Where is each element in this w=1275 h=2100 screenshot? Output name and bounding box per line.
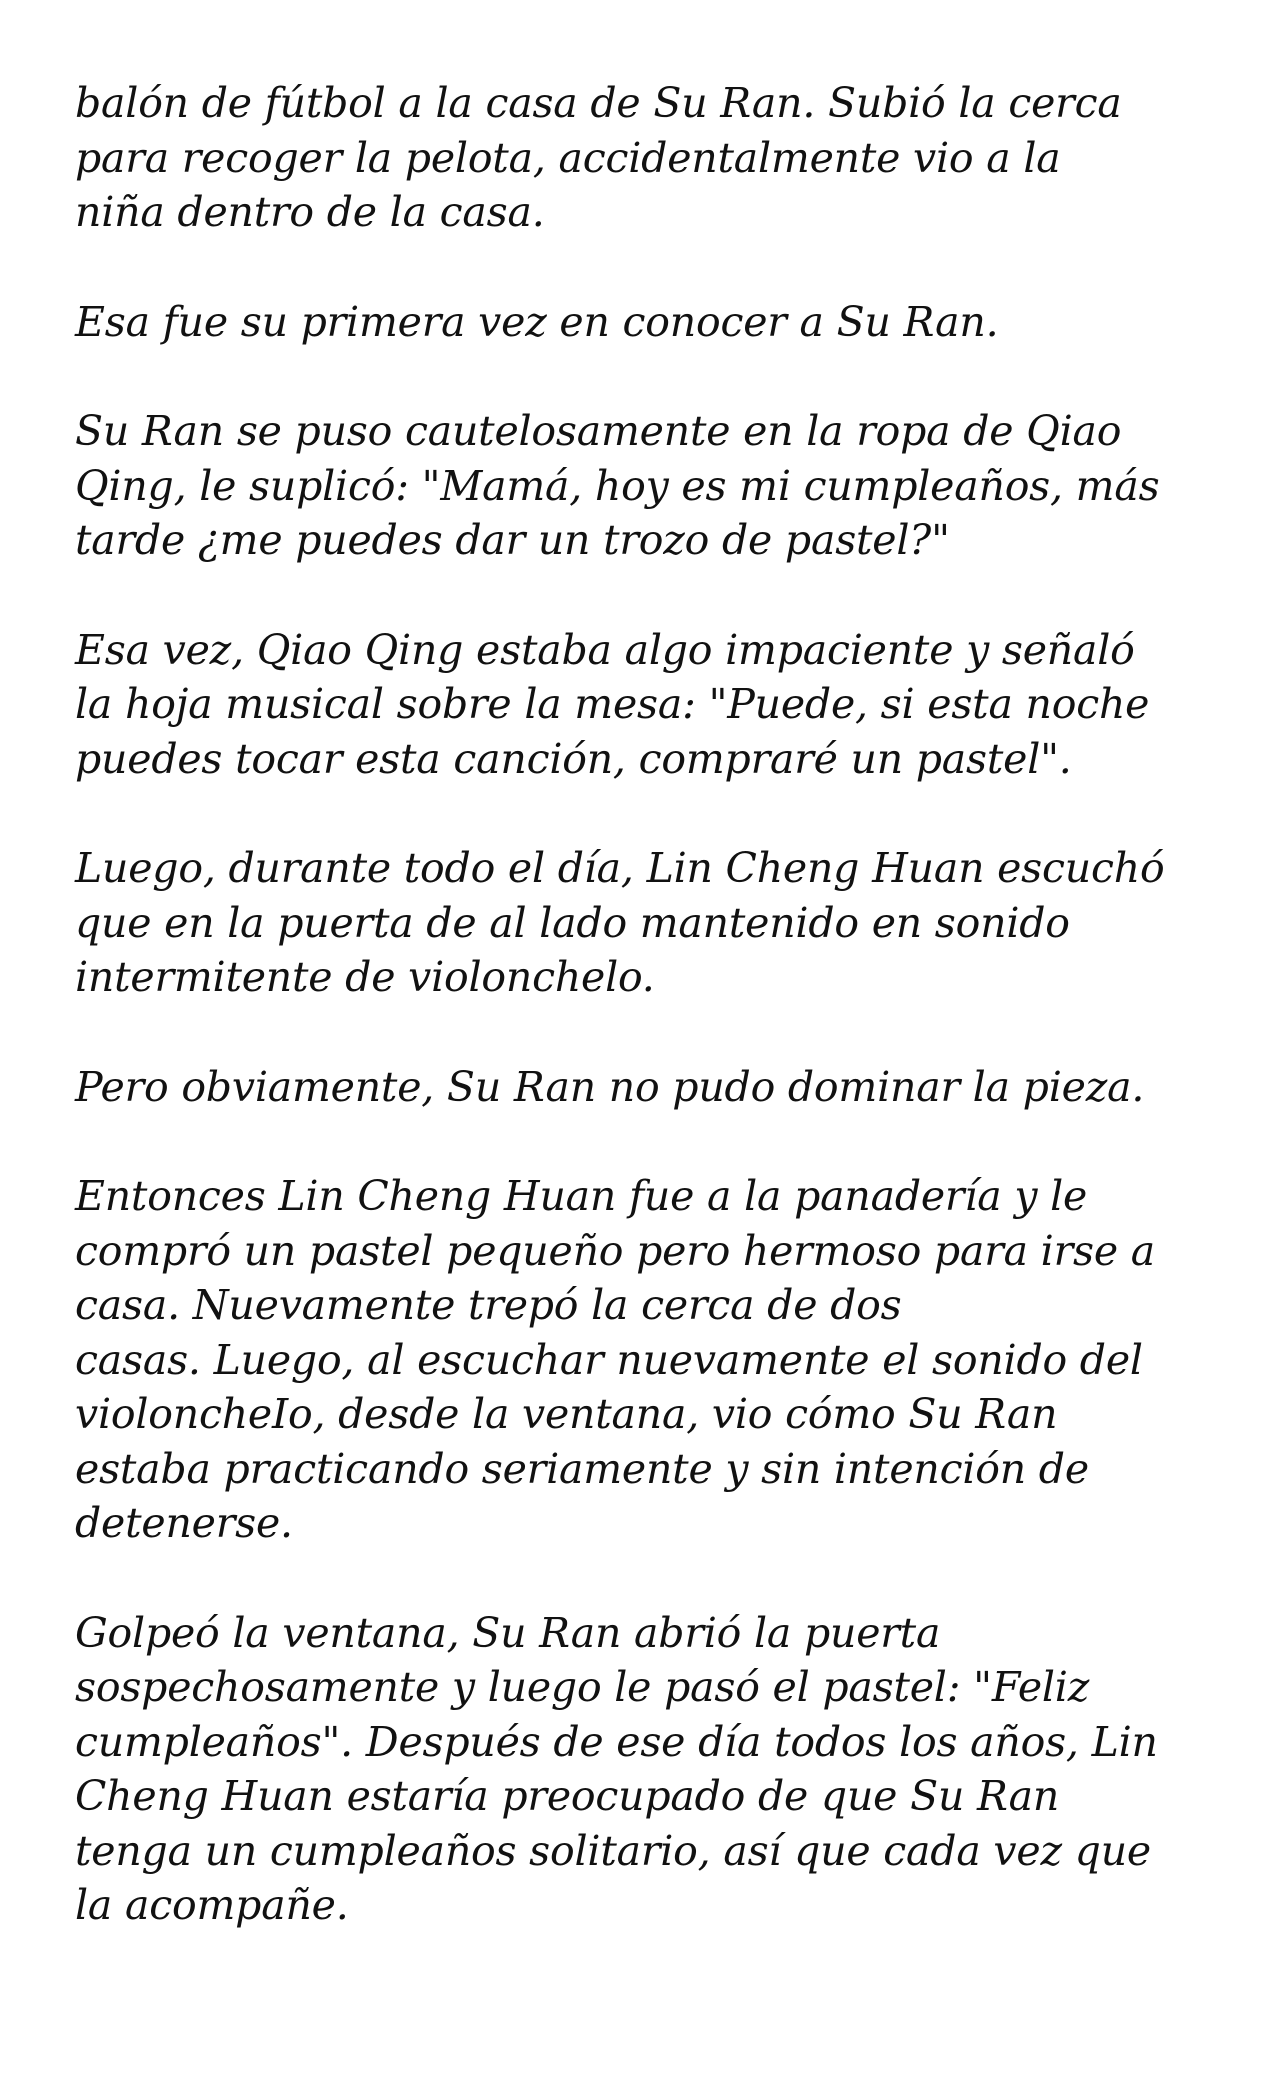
paragraph-8: Golpeó la ventana, Su Ran abrió la puerta sospechosamente y luego le pasó el pastel: "Feliz cumpleaños". Después de ese día todos los años, Lin Cheng Huan estaría preocupado de que Su Ran tenga un cumpleaños solitario, así que cada vez que la acompañe.: [75, 1608, 1158, 1929]
paragraph-7: Entonces Lin Cheng Huan fue a la panadería y le compró un pastel pequeño pero hermoso para irse a casa. Nuevamente trepó la cerca de dos casas. Luego, al escuchar nuevamente el sonido del violoncheIo, desde la ventana, vio cómo Su Ran estaba practicando seriamente y sin intención de detenerse.: [75, 1172, 1155, 1547]
text-column: [75, 76, 1235, 1933]
paragraph-6: Pero obviamente, Su Ran no pudo dominar la pieza.: [75, 1062, 1145, 1111]
paragraph-2: Esa fue su primera vez en conocer a Su Ran.: [75, 297, 999, 346]
paragraph-4: Esa vez, Qiao Qing estaba algo impaciente y señaló la hoja musical sobre la mesa: "Puede, si esta noche puedes tocar esta canción, compraré un pastel".: [75, 625, 1150, 783]
paragraph-1: balón de fútbol a la casa de Su Ran. Subió la cerca para recoger la pelota, accidentalmente vio a la niña dentro de la casa.: [75, 79, 1122, 236]
paragraph-5: Luego, durante todo el día, Lin Cheng Huan escuchó que en la puerta de al lado mantenido en sonido intermitente de violonchelo.: [75, 844, 1165, 1001]
paragraph-3: Su Ran se puso cautelosamente en la ropa de Qiao Qing, le suplicó: "Mamá, hoy es mi cumpleaños, más tarde ¿me puedes dar un trozo de pastel?": [75, 407, 1160, 564]
